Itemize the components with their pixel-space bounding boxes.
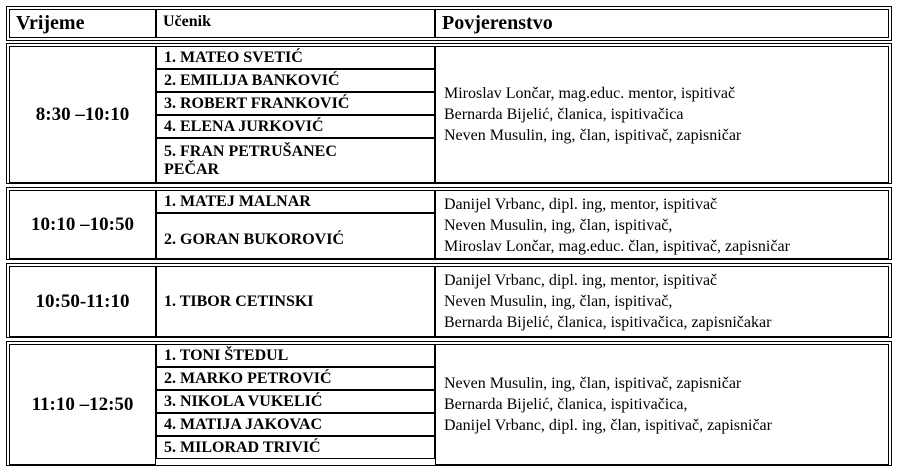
schedule-section <box>6 43 892 184</box>
committee-cell <box>435 190 889 259</box>
committee-member: Neven Musulin, ing, član, ispitivač, zapisničar <box>444 127 742 144</box>
committee-member: Danijel Vrbanc, dipl. ing, član, ispitivač, zapisničar <box>444 417 772 434</box>
committee-member: Bernarda Bijelić, članica, ispitivačica, zapisničakar <box>444 314 772 331</box>
time-slot: 10:10 –10:50 <box>9 190 156 259</box>
schedule-section <box>6 341 892 466</box>
exam-schedule-table <box>6 6 894 466</box>
header-row <box>6 6 892 41</box>
pupil-name: 1. TIBOR CETINSKI <box>156 266 435 337</box>
pupil-name: 1. TONI ŠTEDUL <box>156 344 435 367</box>
committee-member: Neven Musulin, ing, član, ispitivač, <box>444 217 673 234</box>
committee-member: Bernarda Bijelić, članica, ispitivačica <box>444 106 684 123</box>
committee-cell <box>435 266 889 337</box>
committee-member: Miroslav Lončar, mag.educ. član, ispitivač, zapisničar <box>444 238 790 255</box>
header-pupil: Učenik <box>156 9 435 38</box>
committee-member: Neven Musulin, ing, član, ispitivač, zapisničar <box>444 375 742 392</box>
header-time: Vrijeme <box>9 9 156 38</box>
pupil-name: 5. FRAN PETRUŠANEC PEČAR <box>156 138 435 183</box>
pupil-name: 2. EMILIJA BANKOVIĆ <box>156 69 435 92</box>
committee-cell <box>435 344 889 465</box>
pupil-name: 5. MILORAD TRIVIĆ <box>156 436 435 459</box>
pupil-name: 4. MATIJA JAKOVAC <box>156 413 435 436</box>
pupil-name: 1. MATEO SVETIĆ <box>156 46 435 69</box>
committee-cell <box>435 46 889 183</box>
committee-member: Danijel Vrbanc, dipl. ing, mentor, ispitivač <box>444 272 718 289</box>
pupil-name: 3. NIKOLA VUKELIĆ <box>156 390 435 413</box>
pupil-name: 3. ROBERT FRANKOVIĆ <box>156 92 435 115</box>
pupil-name: 1. MATEJ MALNAR <box>156 190 435 213</box>
time-slot: 8:30 –10:10 <box>9 46 156 183</box>
committee-member: Danijel Vrbanc, dipl. ing, mentor, ispitivač <box>444 196 718 213</box>
pupil-name: 2. MARKO PETROVIĆ <box>156 367 435 390</box>
time-slot: 10:50-11:10 <box>9 266 156 337</box>
schedule-section <box>6 263 892 338</box>
pupil-name: 2. GORAN BUKOROVIĆ <box>156 213 435 259</box>
header-committee: Povjerenstvo <box>435 9 889 38</box>
pupil-name: 4. ELENA JURKOVIĆ <box>156 115 435 138</box>
committee-member: Neven Musulin, ing, član, ispitivač, <box>444 293 673 310</box>
schedule-section <box>6 187 892 260</box>
committee-member: Miroslav Lončar, mag.educ. mentor, ispitivač <box>444 85 736 102</box>
time-slot: 11:10 –12:50 <box>9 344 156 465</box>
committee-member: Bernarda Bijelić, članica, ispitivačica, <box>444 396 688 413</box>
